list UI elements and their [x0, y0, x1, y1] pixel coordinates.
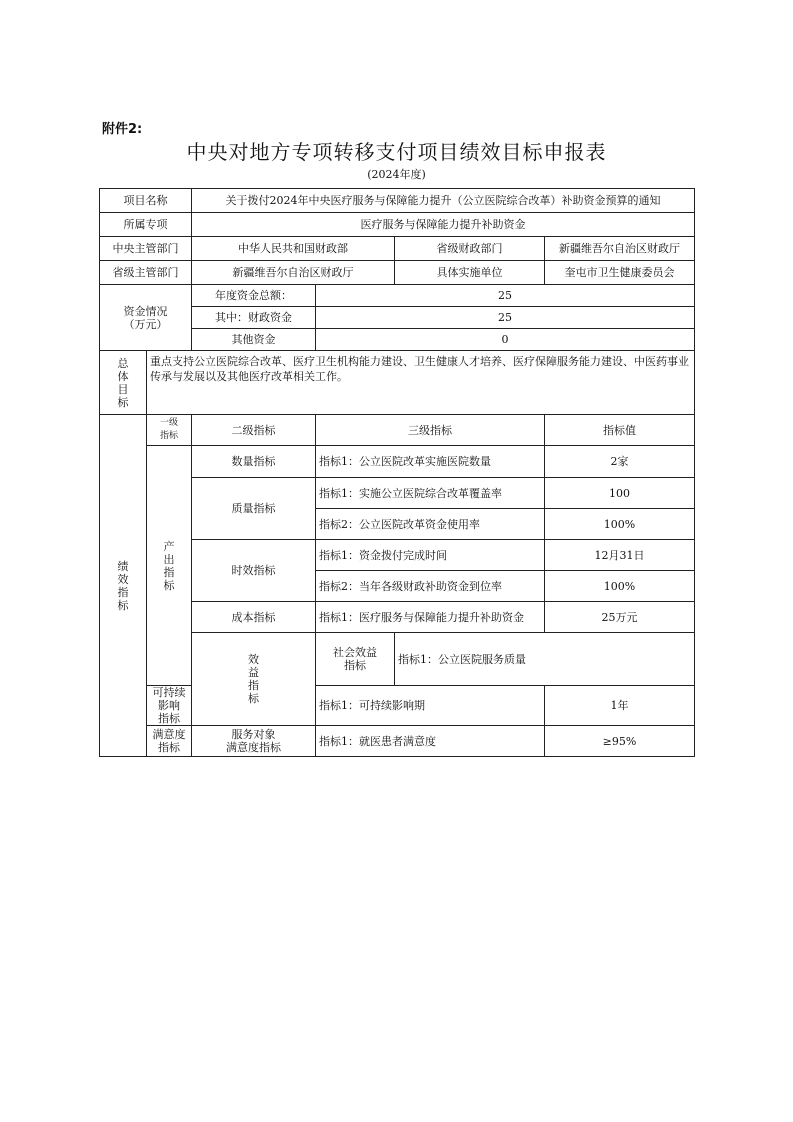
- service-value-1: ≥95%: [545, 726, 695, 757]
- perf-label-char: 指: [117, 585, 129, 599]
- quality-indicator-1: 指标1：实施公立医院综合改革覆盖率: [316, 478, 545, 509]
- perf-indicator-label: [100, 415, 147, 757]
- special-program-value: 医疗服务与保障能力提升补助资金: [192, 213, 695, 237]
- sustain-label: [147, 686, 192, 726]
- overall-goal-label: [100, 351, 147, 415]
- project-name-value: 关于拨付2024年中央医疗服务与保障能力提升（公立医院综合改革）补助资金预算的通知: [192, 189, 695, 213]
- timeliness-value-1: 12月31日: [545, 540, 695, 571]
- special-program-label: 所属专项: [100, 213, 192, 237]
- header-value: 指标值: [545, 415, 695, 446]
- funds-label-line2: （万元）: [123, 317, 168, 331]
- attachment-label: 附件2:: [102, 122, 143, 137]
- output-label-char: 标: [163, 578, 175, 592]
- prov-dept-label: 省级主管部门: [100, 261, 192, 285]
- benefit-indicator-label: [192, 633, 316, 726]
- service-satisfaction-label: [192, 726, 316, 757]
- benefit-label-char: 效: [248, 653, 259, 666]
- quality-value-2: 100%: [545, 509, 695, 540]
- satisfaction-label-line2: 指标: [158, 741, 180, 754]
- header-level1: [147, 415, 192, 446]
- overall-goal-char: 标: [117, 395, 129, 409]
- social-benefit-label-line2: 指标: [344, 659, 366, 672]
- perf-label-char: 绩: [117, 559, 129, 573]
- prov-finance-label: 省级财政部门: [395, 237, 545, 261]
- output-indicator-label: [147, 446, 192, 686]
- funds-label: [100, 285, 192, 351]
- output-label-char: 产: [163, 539, 175, 553]
- overall-goal-text: 重点支持公立医院综合改革、医疗卫生机构能力建设、卫生健康人才培养、医疗保障服务能力建设、中医药事业传承与发展以及其他医疗改革相关工作。: [147, 351, 695, 415]
- prov-dept-value: 新疆维吾尔自治区财政厅: [192, 261, 395, 285]
- timeliness-indicator-1: 指标1：资金拨付完成时间: [316, 540, 545, 571]
- funds-fiscal-value: 25: [316, 307, 695, 329]
- cost-value-1: 25万元: [545, 602, 695, 633]
- overall-goal-char: 目: [117, 382, 129, 396]
- quality-indicator-label: 质量指标: [192, 478, 316, 540]
- impl-unit-label: 具体实施单位: [395, 261, 545, 285]
- year-subtitle: (2024年度): [367, 168, 426, 181]
- impl-unit-value: 奎屯市卫生健康委员会: [545, 261, 695, 285]
- quantity-value-1: 2家: [545, 446, 695, 478]
- funds-other-value: 0: [316, 329, 695, 351]
- sustain-label-line2: 指标: [158, 712, 180, 725]
- social-indicator-1: 指标1：公立医院服务质量: [395, 633, 695, 686]
- project-name-label: 项目名称: [100, 189, 192, 213]
- prov-finance-value: 新疆维吾尔自治区财政厅: [545, 237, 695, 261]
- central-dept-value: 中华人民共和国财政部: [192, 237, 395, 261]
- social-benefit-label: [316, 633, 395, 686]
- satisfaction-label-line1: 满意度: [152, 728, 186, 741]
- service-satisfaction-label-line1: 服务对象: [231, 728, 276, 741]
- central-dept-label: 中央主管部门: [100, 237, 192, 261]
- sustain-indicator-1: 指标1：可持续影响期: [316, 686, 545, 726]
- benefit-label-char: 标: [248, 692, 259, 705]
- performance-target-form: [99, 188, 695, 757]
- funds-other-label: 其他资金: [192, 329, 316, 351]
- header-level2: 二级指标: [192, 415, 316, 446]
- social-benefit-label-line1: 社会效益: [333, 646, 377, 659]
- timeliness-value-2: 100%: [545, 571, 695, 602]
- timeliness-indicator-label: 时效指标: [192, 540, 316, 602]
- cost-indicator-label: 成本指标: [192, 602, 316, 633]
- quantity-indicator-1: 指标1：公立医院改革实施医院数量: [316, 446, 545, 478]
- output-label-char: 指: [163, 565, 175, 579]
- funds-fiscal-label: 其中：财政资金: [192, 307, 316, 329]
- page-title: 中央对地方专项转移支付项目绩效目标申报表: [186, 140, 607, 164]
- funds-total-label: 年度资金总额：: [192, 285, 316, 307]
- sustain-value-1: 1年: [545, 686, 695, 726]
- output-label-char: 出: [163, 552, 175, 566]
- perf-label-char: 标: [117, 598, 129, 612]
- benefit-label-char: 指: [248, 679, 259, 692]
- overall-goal-char: 总: [117, 356, 129, 370]
- header-level3: 三级指标: [316, 415, 545, 446]
- overall-goal-char: 体: [117, 369, 129, 383]
- header-level1-line2: 指标: [159, 431, 178, 441]
- funds-label-line1: 资金情况: [123, 304, 168, 318]
- perf-label-char: 效: [117, 572, 129, 586]
- benefit-label-char: 益: [248, 666, 259, 679]
- service-indicator-1: 指标1：就医患者满意度: [316, 726, 545, 757]
- sustain-label-line1: 可持续影响: [152, 686, 186, 712]
- timeliness-indicator-2: 指标2：当年各级财政补助资金到位率: [316, 571, 545, 602]
- quality-indicator-2: 指标2：公立医院改革资金使用率: [316, 509, 545, 540]
- quantity-indicator-label: 数量指标: [192, 446, 316, 478]
- header-level1-line1: 一级: [159, 418, 178, 428]
- cost-indicator-1: 指标1：医疗服务与保障能力提升补助资金: [316, 602, 545, 633]
- funds-total-value: 25: [316, 285, 695, 307]
- service-satisfaction-label-line2: 满意度指标: [226, 741, 281, 754]
- satisfaction-indicator-label: [147, 726, 192, 757]
- quality-value-1: 100: [545, 478, 695, 509]
